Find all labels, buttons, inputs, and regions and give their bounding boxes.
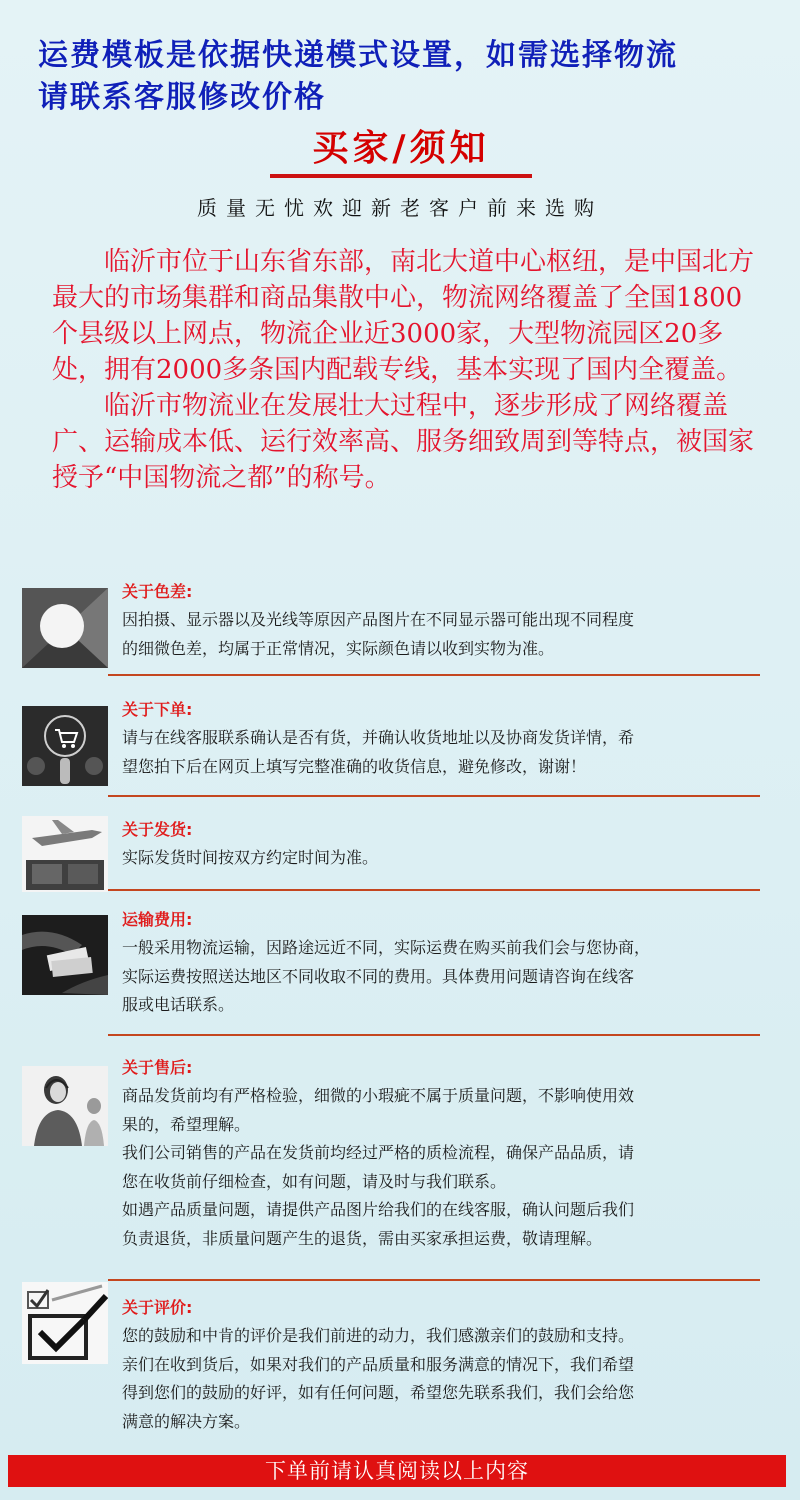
section-heading: 关于评价: bbox=[122, 1298, 193, 1317]
shipping-notice-line-1: 运费模板是依据快递模式设置，如需选择物流 bbox=[38, 38, 678, 73]
section-line: 满意的解决方案。 bbox=[122, 1411, 251, 1431]
section-line: 的细微色差，均属于正常情况，实际颜色请以收到实物为准。 bbox=[122, 638, 555, 658]
section-divider bbox=[108, 674, 760, 676]
checkbox-icon-graphic bbox=[22, 1282, 108, 1364]
footer-banner: 下单前请认真阅读以上内容 bbox=[8, 1455, 786, 1487]
shipping-notice-line-2: 请联系客服修改价格 bbox=[38, 80, 326, 115]
section-body bbox=[122, 606, 762, 663]
section-line: 亲们在收到货后，如果对我们的产品质量和服务满意的情况下，我们希望 bbox=[122, 1354, 635, 1374]
color-icon-graphic bbox=[22, 588, 108, 668]
customer-service-icon bbox=[22, 1066, 108, 1146]
checkbox-icon bbox=[22, 1282, 108, 1364]
section-heading: 关于下单: bbox=[122, 700, 193, 719]
section-line: 果的，希望理解。 bbox=[122, 1114, 251, 1134]
airplane-truck-icon bbox=[22, 816, 108, 892]
section-heading: 关于色差: bbox=[122, 582, 193, 601]
shipping-notice bbox=[38, 35, 788, 119]
section-divider bbox=[108, 1279, 760, 1281]
section-divider bbox=[108, 1034, 760, 1036]
section-line: 商品发货前均有严格检验，细微的小瑕疵不属于质量问题，不影响使用效 bbox=[122, 1086, 635, 1105]
section-line: 一般采用物流运输，因路途远近不同，实际运费在购买前我们会与您协商， bbox=[122, 938, 651, 957]
intro-paragraph-2: 临沂市物流业在发展壮大过程中，逐步形成了网络覆盖广、运输成本低、运行效率高、服务细致周到等特点，被国家授予“中国物流之都”的称号。 bbox=[52, 391, 755, 493]
shopping-cart-icon-graphic bbox=[22, 706, 108, 786]
section-reviews bbox=[0, 1298, 800, 1448]
section-color-difference bbox=[0, 582, 800, 678]
section-divider bbox=[108, 795, 760, 797]
intro-text bbox=[52, 244, 762, 496]
section-body bbox=[122, 724, 762, 781]
section-ordering bbox=[0, 700, 800, 798]
section-line: 负责退货，非质量问题产生的退货，需由买家承担运费，敬请理解。 bbox=[122, 1228, 603, 1248]
section-line: 因拍摄、显示器以及光线等原因产品图片在不同显示器可能出现不同程度 bbox=[122, 610, 635, 629]
section-heading: 关于发货: bbox=[122, 820, 193, 839]
customer-service-icon-graphic bbox=[22, 1066, 108, 1146]
section-body bbox=[122, 934, 762, 1020]
color-icon bbox=[22, 588, 108, 668]
section-line: 服或电话联系。 bbox=[122, 995, 235, 1014]
section-line: 您的鼓励和中肯的评价是我们前进的动力，我们感激亲们的鼓励和支持。 bbox=[122, 1326, 635, 1345]
section-body bbox=[122, 1322, 762, 1436]
money-hands-icon-graphic bbox=[22, 915, 108, 995]
section-divider bbox=[108, 889, 760, 891]
section-line: 请与在线客服联系确认是否有货，并确认收货地址以及协商发货详情，希 bbox=[122, 728, 635, 747]
section-shipping bbox=[0, 820, 800, 890]
section-line: 您在收货前仔细检查，如有问题，请及时与我们联系。 bbox=[122, 1171, 507, 1191]
intro-paragraph-1: 临沂市位于山东省东部，南北大道中心枢纽，是中国北方最大的市场集群和商品集散中心，物流网络覆盖了全国1800个县级以上网点，物流企业近3000家，大型物流园区20多处，拥有2000多条国内配载专线，基本实现了国内全覆盖。 bbox=[52, 247, 755, 385]
shopping-cart-icon bbox=[22, 706, 108, 786]
section-body bbox=[122, 844, 762, 873]
money-hands-icon bbox=[22, 915, 108, 995]
section-heading: 运输费用: bbox=[122, 910, 193, 929]
section-line: 望您拍下后在网页上填写完整准确的收货信息，避免修改，谢谢！ bbox=[122, 756, 587, 776]
section-line: 如遇产品质量问题，请提供产品图片给我们的在线客服，确认问题后我们 bbox=[122, 1200, 635, 1219]
buyer-notice-title: 买家/须知 bbox=[312, 128, 490, 169]
title-underline bbox=[270, 174, 532, 178]
subtitle: 质量无忧欢迎新老客户前来选购 bbox=[197, 196, 603, 220]
airplane-truck-icon-graphic bbox=[22, 816, 108, 892]
section-line: 我们公司销售的产品在发货前均经过严格的质检流程，确保产品品质，请 bbox=[122, 1143, 635, 1162]
section-line: 实际运费按照送达地区不同收取不同的费用。具体费用问题请咨询在线客 bbox=[122, 966, 635, 986]
section-freight bbox=[0, 910, 800, 1034]
buyer-notice-title-block bbox=[270, 126, 532, 178]
section-after-sales bbox=[0, 1058, 800, 1272]
section-heading: 关于售后: bbox=[122, 1058, 193, 1077]
section-line: 得到您们的鼓励的好评，如有任何问题，希望您先联系我们，我们会给您 bbox=[122, 1383, 635, 1402]
section-line: 实际发货时间按双方约定时间为准。 bbox=[122, 848, 379, 867]
section-body bbox=[122, 1082, 762, 1253]
